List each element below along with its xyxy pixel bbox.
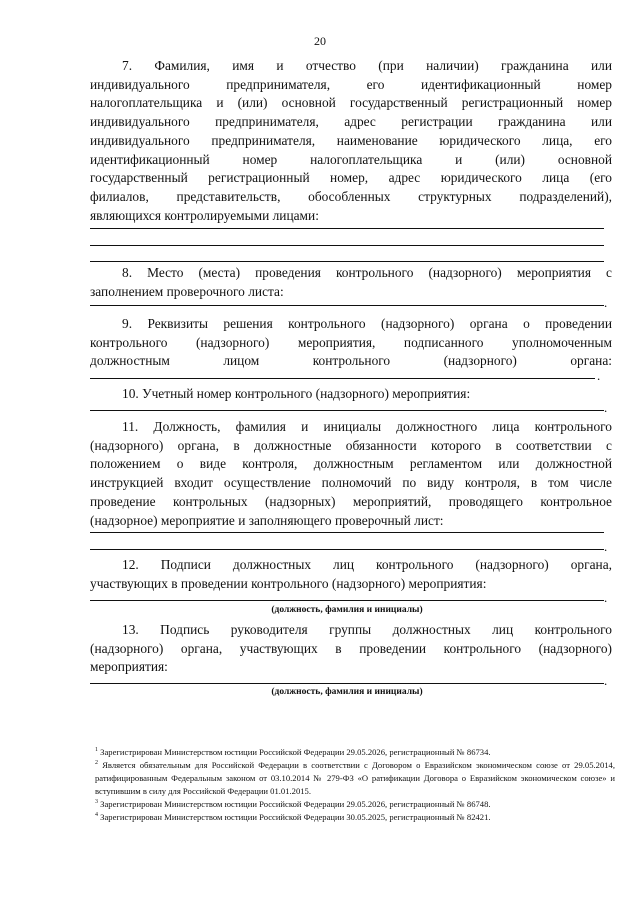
fill-line: [90, 378, 595, 379]
text-line: 11. Должность, фамилия и инициалы должностного лица контрольного: [122, 419, 612, 434]
line-end-mark: .: [604, 673, 608, 688]
text-line: инструкцией входит осуществление полномочий по виду контроля, в том числе: [90, 475, 612, 491]
text-line: идентификационный номер налогоплательщика и (или) основной: [90, 151, 612, 167]
section-7: [90, 57, 612, 225]
signature-caption: (должность, фамилия и инициалы): [271, 605, 423, 615]
text-line: проведение контрольных (надзорных) мероприятий, проводящего контрольное: [90, 493, 612, 509]
text-line: налогоплательщика и (или) основной государственный регистрационный номер: [90, 95, 612, 111]
signature-line: [90, 600, 604, 601]
footnote-text: Зарегистрирован Министерством юстиции Российской Федерации 29.05.2026, регистрационный № 86734.: [100, 747, 491, 757]
footnote-text: Зарегистрирован Министерством юстиции Российской Федерации 29.05.2026, регистрационный № 86748.: [100, 798, 491, 809]
text-line: филиалов, представительств, обособленных структурных подразделений),: [90, 188, 612, 204]
section-8: [90, 264, 612, 301]
line-end-mark: .: [597, 368, 601, 383]
footnote-mark: 3: [95, 798, 98, 805]
fill-line: [90, 410, 604, 411]
footnote-mark: 2: [95, 760, 98, 767]
page-number: 20: [314, 34, 326, 48]
section-11: [90, 418, 612, 530]
footnote: [95, 759, 615, 798]
text-line: (надзорного) органа, участвующих в проведении контрольного (надзорного): [90, 640, 612, 656]
text-line: являющихся контролируемыми лицами:: [90, 207, 319, 223]
fill-line: [90, 245, 604, 246]
text-line: 9. Реквизиты решения контрольного (надзорного) органа о проведении: [122, 316, 612, 331]
text-line: участвующих в проведении контрольного (надзорного) мероприятия:: [90, 575, 487, 591]
text-line: индивидуального предпринимателя, адрес регистрации гражданина или: [90, 114, 612, 130]
text-line: (надзорное) мероприятие и заполняющего проверочный лист:: [90, 512, 444, 528]
text-line: индивидуального предпринимателя, его идентификационный номер: [90, 76, 612, 92]
fill-line: [90, 305, 604, 306]
signature-caption: (должность, фамилия и инициалы): [271, 687, 423, 697]
signature-line: [90, 683, 604, 684]
section-8-text: [90, 264, 612, 301]
text-line: 12. Подписи должностных лиц контрольного (надзорного) органа,: [122, 557, 612, 572]
text-line: 10. Учетный номер контрольного (надзорного) мероприятия:: [122, 386, 471, 401]
section-13: [90, 621, 612, 677]
text-line: положением о виде контроля, должностным регламентом или должностной: [90, 456, 612, 472]
section-7-text: [90, 57, 612, 225]
footnote-mark: 4: [95, 811, 98, 818]
footnote-mark: 1: [95, 747, 98, 754]
text-line: должностным лицом контрольного (надзорного) органа:: [90, 353, 612, 369]
footnote-text: Зарегистрирован Министерством юстиции Российской Федерации 30.05.2025, регистрационный № 82421.: [100, 811, 491, 822]
footnote: [95, 798, 615, 811]
line-end-mark: .: [604, 539, 608, 554]
section-9-text: [90, 315, 612, 371]
line-end-mark: .: [604, 590, 608, 605]
footnote-text: Является обязательным для Российской Федерации в соответствии с Договором о Евразийском экономическом союзе от 29.05.2014, ратифицированным Федеральным законом от 03.10.2014 № 279-ФЗ «О ратификации Договора о Евразийском экономическом союзе» и вступившим в силу для Российской Федерации 01.01.2015.: [95, 759, 616, 796]
line-end-mark: .: [604, 295, 608, 310]
text-line: государственный регистрационный номер, адрес юридического лица (его: [90, 170, 612, 186]
section-10: [90, 385, 612, 404]
footnote: [95, 746, 615, 759]
fill-line: [90, 549, 604, 550]
footnotes: [95, 746, 615, 823]
section-12: [90, 556, 612, 593]
section-11-text: [90, 418, 612, 530]
section-12-text: [90, 556, 612, 593]
text-line: мероприятия:: [90, 659, 168, 675]
section-10-text: [90, 385, 612, 404]
fill-line: [90, 228, 604, 229]
text-line: (надзорного) органа, в должностные обязанности которого в соответствии с: [90, 437, 612, 453]
footnote: [95, 811, 615, 824]
text-line: 7. Фамилия, имя и отчество (при наличии) гражданина или: [122, 58, 612, 73]
fill-line: [90, 261, 604, 262]
text-line: индивидуального предпринимателя, наименование юридического лица, его: [90, 132, 612, 148]
text-line: контрольного (надзорного) мероприятия, подписанного уполномоченным: [90, 334, 612, 350]
section-13-text: [90, 621, 612, 677]
section-9: [90, 315, 612, 371]
line-end-mark: .: [604, 400, 608, 415]
fill-line: [90, 532, 604, 533]
text-line: 13. Подпись руководителя группы должностных лиц контрольного: [122, 622, 612, 637]
text-line: заполнением проверочного листа:: [90, 283, 284, 299]
text-line: 8. Место (места) проведения контрольного (надзорного) мероприятия с: [122, 265, 612, 280]
